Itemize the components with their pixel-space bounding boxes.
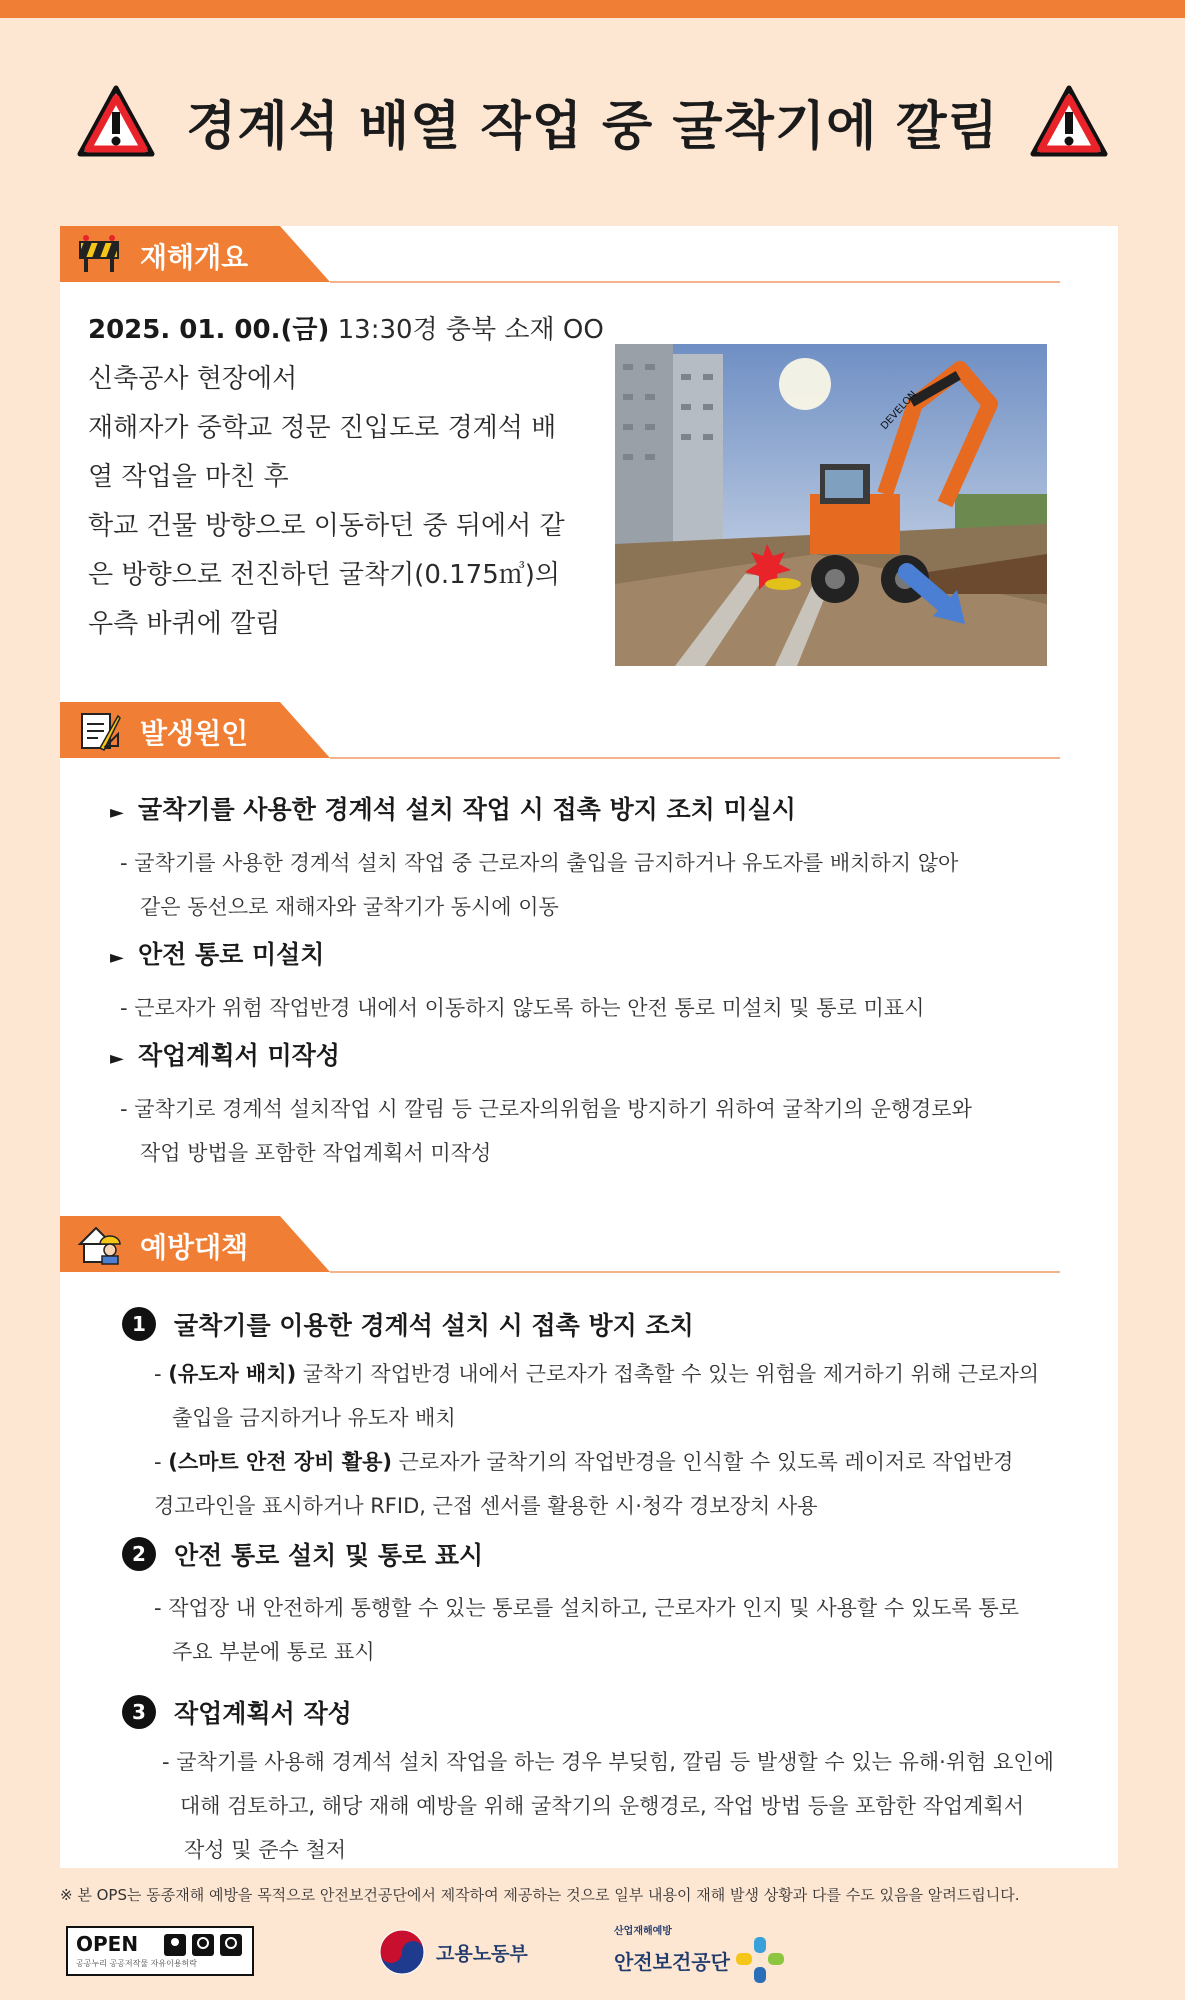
cause-desc: - 굴착기를 사용한 경계석 설치 작업 중 근로자의 출입을 금지하거나 유도자를 배치하지 않아 같은 동선으로 재해자와 굴착기가 동시에 이동 (120, 851, 959, 919)
triangle-bullet-icon: ► (110, 1048, 124, 1069)
cause-heading: ► 안전 통로 미설치 (110, 937, 1110, 976)
cause-desc: - 근로자가 위험 작업반경 내에서 이동하지 않도록 하는 안전 통로 미설치 및 통로 미표시 (120, 996, 925, 1020)
number-badge: 2 (122, 1537, 156, 1571)
overview-line: 2025. 01. 00.(금) 13:30경 충북 소재 OO (88, 315, 604, 345)
cross-logo-icon (736, 1937, 784, 1983)
content-card (60, 226, 1118, 1868)
number-badge: 3 (122, 1695, 156, 1729)
overview-line: 열 작업을 마친 후 (88, 462, 289, 492)
ministry-logo: 고용노동부 (378, 1928, 528, 1976)
license-mark-icons (164, 1934, 244, 1956)
barrier-icon (76, 232, 122, 276)
overview-line: 우측 바퀴에 깔림 (88, 609, 281, 639)
overview-text (88, 306, 608, 649)
clipboard-icon (76, 708, 122, 752)
section-header-cause (60, 702, 1060, 758)
cause-heading: ► 작업계획서 미작성 (110, 1038, 1110, 1077)
overview-line: 학교 건물 방향으로 이동하던 중 뒤에서 같 (88, 511, 565, 541)
overview-line: 재해자가 중학교 정문 진입도로 경계석 배 (88, 413, 557, 443)
section-divider (330, 1271, 1060, 1273)
prevention-list (102, 1306, 1102, 1872)
cause-heading: ► 굴착기를 사용한 경계석 설치 작업 시 접촉 방지 조치 미실시 (110, 792, 1110, 831)
taegeuk-icon (378, 1928, 426, 1976)
warning-icon (1029, 84, 1109, 158)
disclaimer-notice: ※ 본 OPS는 동종재해 예방을 목적으로 안전보건공단에서 제작하여 제공하는 것으로 일부 내용이 재해 발생 상황과 다를 수도 있음을 알려드립니다. (60, 1886, 1020, 1904)
agency-logo: 산업재해예방 안전보건공단 (614, 1922, 784, 1983)
overview-line: 은 방향으로 전진하던 굴착기(0.175㎥)의 (88, 560, 561, 590)
page-title: 경계석 배열 작업 중 굴착기에 깔림 (186, 96, 999, 157)
section-header-prevention (60, 1216, 1060, 1272)
section-divider (330, 757, 1060, 759)
triangle-bullet-icon: ► (110, 802, 124, 823)
prevention-heading: 1 굴착기를 이용한 경계석 설치 시 접촉 방지 조치 (122, 1306, 1102, 1342)
incident-photo (615, 344, 1047, 666)
overview-line: 신축공사 현장에서 (88, 364, 298, 394)
triangle-bullet-icon: ► (110, 947, 124, 968)
number-badge: 1 (122, 1307, 156, 1341)
section-label: 발생원인 (140, 717, 249, 750)
incident-date: 2025. 01. 00.(금) (88, 315, 330, 345)
page-header (0, 76, 1185, 166)
prevention-desc: - 작업장 내 안전하게 통행할 수 있는 통로를 설치하고, 근로자가 인지 및 사용할 수 있도록 통로 주요 부분에 통로 표시 (154, 1596, 1019, 1664)
photo-brand-label: DEVELON (879, 389, 920, 433)
footer (0, 1918, 1185, 1988)
prevention-heading: 2 안전 통로 설치 및 통로 표시 (122, 1536, 1102, 1572)
top-accent-bar (0, 0, 1185, 18)
section-header-overview (60, 226, 1060, 282)
section-label: 재해개요 (140, 241, 249, 274)
cause-desc: - 굴착기로 경계석 설치작업 시 깔림 등 근로자의위험을 방지하기 위하여 굴착기의 운행경로와 작업 방법을 포함한 작업계획서 미작성 (120, 1097, 972, 1165)
prevention-heading: 3 작업계획서 작성 (122, 1694, 1102, 1730)
open-license-logo: OPEN 공공누리 공공저작물 자유이용허락 (66, 1926, 254, 1976)
section-divider (330, 281, 1060, 283)
prevention-desc: - (유도자 배치) 굴착기 작업반경 내에서 근로자가 접촉할 수 있는 위험을 제거하기 위해 근로자의 출입을 금지하거나 유도자 배치 - (스마트 안전 장비 활용) 근로자가 굴착기의 작업반경을 인식할 수 있도록 레이저로 작업반경 경고라인을 표시하거나 RFID, 근접 센서를 활용한 시·청각 경보장치 사용 (154, 1362, 1040, 1518)
warning-icon (76, 84, 156, 158)
worker-house-icon (76, 1222, 122, 1266)
prevention-desc: - 굴착기를 사용해 경계석 설치 작업을 하는 경우 부딪힘, 깔림 등 발생할 수 있는 유해·위험 요인에 대해 검토하고, 해당 재해 예방을 위해 굴착기의 운행경로, 작업 방법 등을 포함한 작업계획서 작성 및 준수 철저 (162, 1750, 1054, 1862)
cause-list (110, 792, 1110, 1183)
section-label: 예방대책 (140, 1231, 249, 1264)
